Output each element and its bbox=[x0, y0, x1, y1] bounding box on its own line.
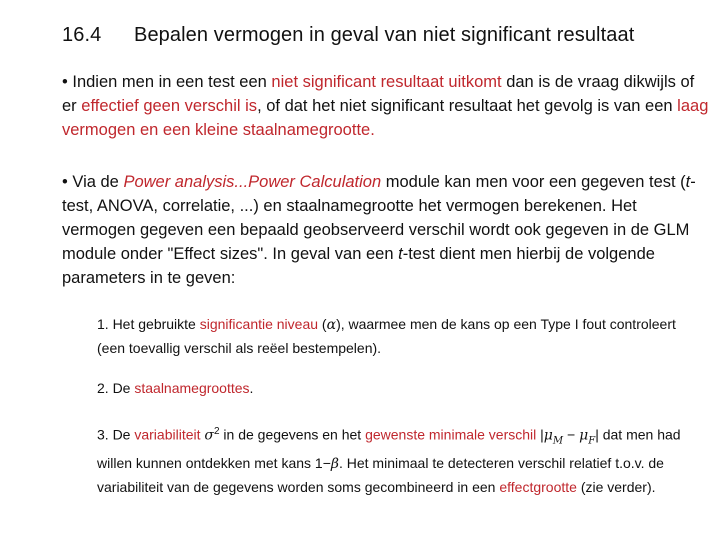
superscript: 2 bbox=[213, 426, 220, 437]
text: -test, ANOVA, correlatie, ...) en staalnamegrootte het vermogen berekenen. Het vermogen gegeven een bepaald geobserveerd verschil wordt ook gegeven in de GLM module onder "Effect sizes". In geval van een bbox=[62, 173, 696, 263]
paragraph-power-analysis bbox=[62, 170, 712, 290]
italic-text: t bbox=[398, 245, 403, 263]
sigma-symbol: σ bbox=[204, 427, 214, 444]
list-item-variability bbox=[97, 420, 707, 499]
text: 2. De bbox=[97, 380, 135, 396]
highlight-text: effectief geen verschil is bbox=[81, 97, 258, 115]
alpha-symbol: α bbox=[326, 317, 337, 333]
section-title bbox=[62, 24, 634, 47]
highlight-text: staalnamegroottes bbox=[134, 380, 250, 396]
text: ( bbox=[318, 316, 327, 332]
section-number: 16.4 bbox=[62, 24, 102, 46]
highlight-text: variabiliteit bbox=[134, 426, 201, 443]
italic-text: t bbox=[685, 173, 691, 191]
text: in de gegevens en het bbox=[219, 426, 366, 443]
paragraph-significance bbox=[62, 70, 712, 142]
text: -test dient men hierbij de volgende parameters in te geven: bbox=[62, 245, 655, 287]
menu-path-text: Power analysis...Power Calculation bbox=[123, 173, 382, 191]
text: • Indien men in een test een bbox=[62, 73, 272, 91]
highlight-text: significantie niveau bbox=[199, 316, 319, 332]
mu-symbol: μ bbox=[579, 427, 589, 444]
text: • Via de bbox=[62, 173, 124, 191]
highlight-text: effectgrootte bbox=[499, 479, 577, 496]
subscript: M bbox=[552, 435, 564, 447]
list-item-sample-sizes bbox=[97, 377, 707, 400]
text: 3. De bbox=[97, 426, 135, 443]
text: . bbox=[249, 380, 254, 396]
highlight-text: laag vermogen en een kleine staalnamegrootte. bbox=[62, 97, 709, 139]
beta-symbol: β bbox=[330, 456, 339, 473]
text: | bbox=[536, 426, 544, 443]
text: dat men had willen kunnen ontdekken met kans 1− bbox=[97, 426, 681, 472]
text: − bbox=[563, 426, 580, 443]
list-item-significance-level bbox=[97, 313, 707, 360]
text: (zie verder). bbox=[576, 479, 656, 496]
highlight-text: gewenste minimale verschil bbox=[365, 426, 537, 443]
text: | bbox=[595, 426, 599, 443]
subscript: F bbox=[588, 435, 596, 447]
highlight-text: niet significant resultaat uitkomt bbox=[271, 73, 502, 91]
mu-symbol: μ bbox=[543, 427, 553, 444]
text: 1. Het gebruikte bbox=[97, 316, 200, 332]
text: . Het minimaal te detecteren verschil relatief t.o.v. de variabiliteit van de gegevens worden soms gecombineerd in een bbox=[97, 455, 664, 496]
text: ), waarmee men de kans op een Type I fout controleert (een toevallig verschil als reëel bestempelen). bbox=[97, 316, 676, 356]
text: , of dat het niet significant resultaat het gevolg is van een bbox=[257, 97, 678, 115]
text: dan is de vraag dikwijls of er bbox=[62, 73, 695, 115]
text: module kan men voor een gegeven test ( bbox=[381, 173, 686, 191]
section-title-text: Bepalen vermogen in geval van niet significant resultaat bbox=[134, 24, 635, 46]
